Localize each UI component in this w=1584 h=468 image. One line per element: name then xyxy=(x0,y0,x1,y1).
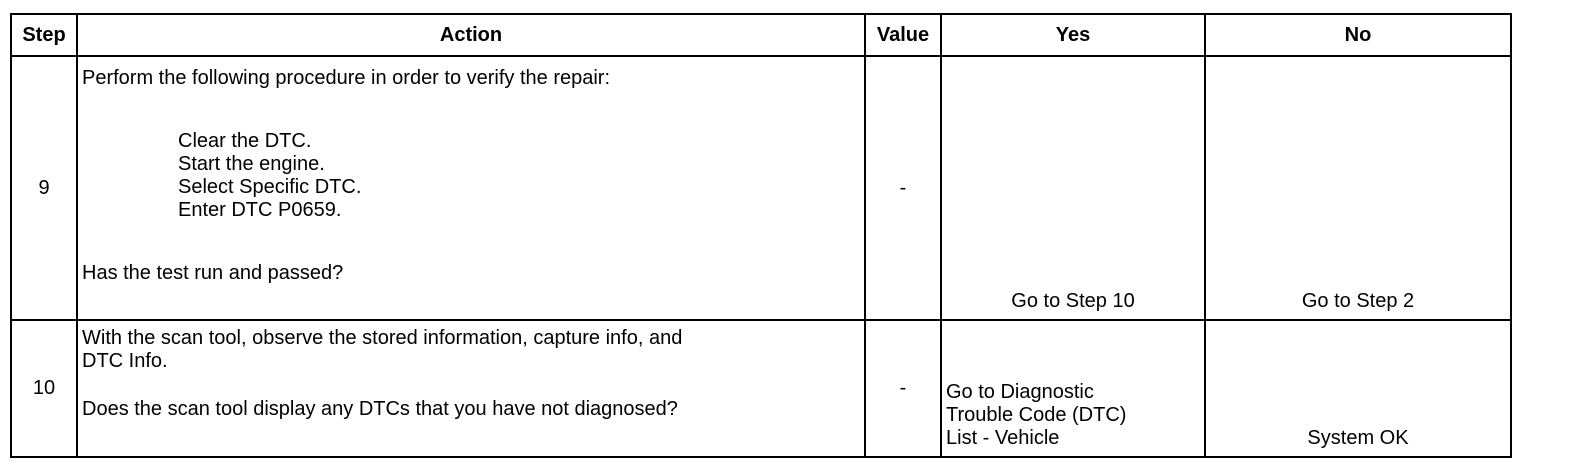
action-cell xyxy=(77,56,865,320)
action-cell xyxy=(77,320,865,457)
procedure-step: Start the engine. xyxy=(178,153,325,175)
procedure-step: Clear the DTC. xyxy=(178,130,312,152)
step-number: 10 xyxy=(11,320,77,457)
procedure-step: Select Specific DTC. xyxy=(178,176,362,198)
action-intro-line: With the scan tool, observe the stored information, capture info, and xyxy=(82,327,683,349)
value-cell: - xyxy=(865,56,941,320)
action-intro: Perform the following procedure in order to verify the repair: xyxy=(82,67,611,89)
header-yes: Yes xyxy=(941,14,1205,56)
diagnostic-table xyxy=(10,13,1512,458)
yes-action-link[interactable]: List - Vehicle xyxy=(946,427,1060,449)
action-question: Has the test run and passed? xyxy=(82,262,344,284)
table-header-row xyxy=(11,14,1511,56)
procedure-step: Enter DTC P0659. xyxy=(178,199,342,221)
step-number: 9 xyxy=(11,56,77,320)
no-cell xyxy=(1205,56,1511,320)
header-step: Step xyxy=(11,14,77,56)
table-row-step-9 xyxy=(11,56,1511,320)
yes-cell xyxy=(941,56,1205,320)
header-value: Value xyxy=(865,14,941,56)
action-question: Does the scan tool display any DTCs that you have not diagnosed? xyxy=(82,398,678,420)
header-action: Action xyxy=(77,14,865,56)
value-cell: - xyxy=(865,320,941,457)
no-cell xyxy=(1205,320,1511,457)
yes-action-link[interactable]: Go to Step 10 xyxy=(1011,290,1135,312)
action-intro-line: DTC Info. xyxy=(82,350,168,372)
yes-cell xyxy=(941,320,1205,457)
header-no: No xyxy=(1205,14,1511,56)
no-action-text: System OK xyxy=(1307,427,1409,449)
no-action-link[interactable]: Go to Step 2 xyxy=(1301,290,1415,312)
table-row-step-10 xyxy=(11,320,1511,457)
yes-action-link[interactable]: Go to Diagnostic xyxy=(946,381,1094,403)
yes-action-link[interactable]: Trouble Code (DTC) xyxy=(946,404,1127,426)
